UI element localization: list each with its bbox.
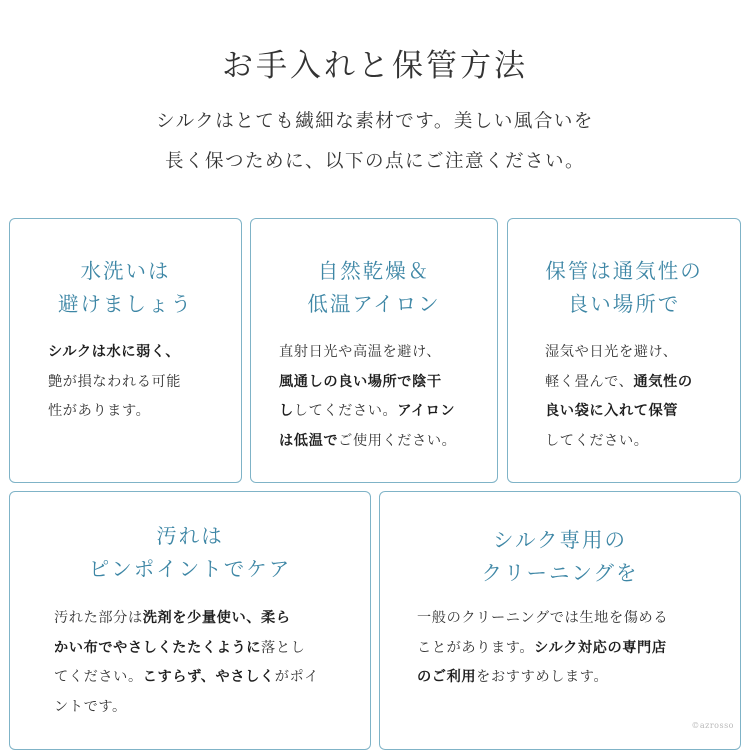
body-text: 落とし bbox=[261, 639, 306, 656]
body-text: 湿気や日光を避け、 bbox=[545, 344, 678, 360]
card-title-line: 良い場所で bbox=[567, 292, 681, 316]
card-title bbox=[380, 524, 740, 590]
card-title-line: シルク専用の bbox=[492, 528, 628, 552]
card-title bbox=[10, 520, 370, 586]
body-text: てください。 bbox=[54, 669, 143, 685]
card-body-line bbox=[48, 338, 181, 368]
emphasis-text: は低温で bbox=[279, 432, 339, 449]
care-card-no-washing bbox=[9, 218, 242, 483]
intro-line: シルクはとても繊細な素材です。美しい風合いを bbox=[156, 111, 594, 132]
card-body-line bbox=[279, 338, 456, 368]
intro-text bbox=[0, 102, 750, 182]
card-title-line: ピンポイントでケア bbox=[88, 557, 292, 581]
emphasis-text: 通気性の bbox=[633, 373, 693, 390]
card-body-line bbox=[54, 634, 319, 664]
card-title bbox=[508, 255, 740, 321]
card-body-line bbox=[54, 693, 319, 723]
card-body bbox=[48, 338, 181, 427]
card-body-line bbox=[54, 663, 319, 693]
card-body-line bbox=[48, 397, 181, 427]
body-text: をおすすめします。 bbox=[476, 669, 609, 685]
card-body-line bbox=[279, 397, 456, 427]
care-card-drying-ironing bbox=[250, 218, 498, 483]
body-text: 汚れた部分は bbox=[54, 610, 143, 626]
emphasis-text: 良い袋に入れて保管 bbox=[545, 403, 679, 419]
card-title-line: 避けましょう bbox=[58, 292, 193, 316]
emphasis-text: こすらず、やさしく bbox=[142, 669, 275, 685]
body-text: ントです。 bbox=[54, 698, 127, 715]
body-text: 軽く畳んで、 bbox=[545, 373, 634, 390]
emphasis-text: シルク対応の専門店 bbox=[534, 639, 667, 656]
emphasis-text: かい布でやさしくたたくように bbox=[54, 639, 262, 656]
emphasis-text: シルクは水に弱く、 bbox=[48, 344, 181, 360]
card-body-line bbox=[279, 368, 456, 398]
care-card-spot-cleaning bbox=[9, 491, 371, 750]
body-text: がポイ bbox=[274, 669, 320, 685]
card-body-line bbox=[545, 368, 693, 398]
card-body bbox=[279, 338, 456, 456]
card-title-line: 水洗いは bbox=[80, 259, 171, 283]
card-body-line bbox=[545, 338, 693, 368]
card-body bbox=[54, 604, 319, 722]
care-card-storage bbox=[507, 218, 741, 483]
card-title-line: 自然乾燥＆ bbox=[317, 259, 431, 283]
card-title bbox=[251, 255, 497, 321]
emphasis-text: し bbox=[279, 403, 294, 419]
intro-line: 長く保つために、以下の点にご注意ください。 bbox=[164, 151, 585, 172]
card-body-line bbox=[279, 427, 456, 457]
card-body bbox=[417, 604, 668, 693]
body-text: 一般のクリーニングでは生地を傷める bbox=[417, 610, 669, 626]
emphasis-text: 洗剤を少量使い、柔ら bbox=[142, 610, 291, 626]
page-title: お手入れと保管方法 bbox=[222, 48, 528, 84]
card-body-line bbox=[48, 368, 181, 398]
card-body-line bbox=[417, 634, 668, 664]
body-text: 艶が損なわれる可能 bbox=[48, 373, 182, 390]
card-title-line: 保管は通気性の bbox=[545, 259, 703, 283]
body-text: ことがあります。 bbox=[417, 639, 535, 656]
card-body-line bbox=[545, 397, 693, 427]
card-title-line: 汚れは bbox=[156, 524, 224, 548]
copyright-watermark: ©azrosso bbox=[691, 721, 734, 730]
card-body bbox=[545, 338, 693, 456]
care-card-professional-cleaning bbox=[379, 491, 741, 750]
emphasis-text: アイロン bbox=[397, 403, 456, 419]
card-title bbox=[10, 255, 241, 321]
card-body-line bbox=[417, 663, 668, 693]
emphasis-text: 風通しの良い場所で陰干 bbox=[279, 373, 442, 390]
card-body-line bbox=[54, 604, 319, 634]
body-text: してください。 bbox=[545, 432, 649, 449]
card-title-line: クリーニングを bbox=[481, 561, 639, 585]
body-text: 直射日光や高温を避け、 bbox=[279, 344, 442, 360]
emphasis-text: のご利用 bbox=[417, 669, 477, 685]
body-text: 性があります。 bbox=[48, 403, 151, 419]
card-body-line bbox=[417, 604, 668, 634]
body-text: してください。 bbox=[293, 403, 398, 419]
body-text: ご使用ください。 bbox=[338, 432, 457, 449]
card-title-line: 低温アイロン bbox=[307, 292, 441, 316]
card-body-line bbox=[545, 427, 693, 457]
